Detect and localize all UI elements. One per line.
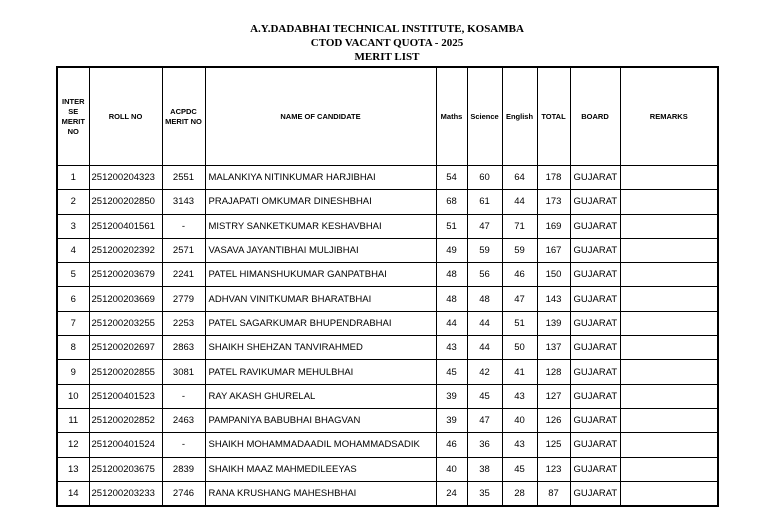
col-header-science: Science	[467, 67, 502, 166]
cell-sr: 4	[57, 238, 89, 262]
cell-board: GUJARAT	[570, 360, 620, 384]
cell-english: 41	[502, 360, 537, 384]
cell-maths: 49	[436, 238, 467, 262]
col-header-english: English	[502, 67, 537, 166]
cell-board: GUJARAT	[570, 384, 620, 408]
merit-table	[56, 66, 719, 507]
table-row	[57, 214, 718, 238]
cell-english: 28	[502, 481, 537, 506]
cell-science: 35	[467, 481, 502, 506]
cell-name: PATEL HIMANSHUKUMAR GANPATBHAI	[205, 263, 436, 287]
institute-title: A.Y.DADABHAI TECHNICAL INSTITUTE, KOSAMBA	[250, 23, 524, 35]
col-header-name: NAME OF CANDIDATE	[205, 67, 436, 166]
cell-remarks	[620, 408, 718, 432]
cell-name: PATEL SAGARKUMAR BHUPENDRABHAI	[205, 311, 436, 335]
cell-total: 87	[537, 481, 570, 506]
cell-board: GUJARAT	[570, 311, 620, 335]
cell-board: GUJARAT	[570, 166, 620, 190]
cell-total: 143	[537, 287, 570, 311]
cell-sr: 6	[57, 287, 89, 311]
cell-name: MISTRY SANKETKUMAR KESHAVBHAI	[205, 214, 436, 238]
cell-total: 169	[537, 214, 570, 238]
cell-english: 45	[502, 457, 537, 481]
cell-acpdc: 3143	[162, 190, 205, 214]
cell-sr: 8	[57, 336, 89, 360]
cell-maths: 39	[436, 408, 467, 432]
cell-total: 128	[537, 360, 570, 384]
table-row	[57, 336, 718, 360]
table-row	[57, 433, 718, 457]
cell-maths: 43	[436, 336, 467, 360]
cell-acpdc: 2839	[162, 457, 205, 481]
col-header-maths: Maths	[436, 67, 467, 166]
cell-maths: 54	[436, 166, 467, 190]
cell-acpdc: -	[162, 433, 205, 457]
cell-science: 61	[467, 190, 502, 214]
cell-science: 44	[467, 336, 502, 360]
cell-english: 40	[502, 408, 537, 432]
cell-remarks	[620, 360, 718, 384]
cell-sr: 7	[57, 311, 89, 335]
cell-science: 56	[467, 263, 502, 287]
cell-total: 125	[537, 433, 570, 457]
cell-roll: 251200204323	[89, 166, 162, 190]
cell-sr: 12	[57, 433, 89, 457]
cell-maths: 51	[436, 214, 467, 238]
cell-remarks	[620, 384, 718, 408]
merit-list-title: MERIT LIST	[354, 51, 420, 63]
cell-roll: 251200203233	[89, 481, 162, 506]
cell-remarks	[620, 336, 718, 360]
cell-name: VASAVA JAYANTIBHAI MULJIBHAI	[205, 238, 436, 262]
cell-english: 51	[502, 311, 537, 335]
cell-board: GUJARAT	[570, 238, 620, 262]
cell-roll: 251200202852	[89, 408, 162, 432]
cell-name: RANA KRUSHANG MAHESHBHAI	[205, 481, 436, 506]
cell-sr: 1	[57, 166, 89, 190]
cell-roll: 251200401523	[89, 384, 162, 408]
cell-sr: 14	[57, 481, 89, 506]
cell-maths: 48	[436, 263, 467, 287]
cell-name: RAY AKASH GHURELAL	[205, 384, 436, 408]
cell-english: 64	[502, 166, 537, 190]
cell-name: SHAIKH MAAZ MAHMEDILEEYAS	[205, 457, 436, 481]
cell-name: PRAJAPATI OMKUMAR DINESHBHAI	[205, 190, 436, 214]
cell-science: 60	[467, 166, 502, 190]
cell-total: 123	[537, 457, 570, 481]
cell-science: 59	[467, 238, 502, 262]
cell-english: 71	[502, 214, 537, 238]
cell-sr: 13	[57, 457, 89, 481]
cell-total: 178	[537, 166, 570, 190]
cell-board: GUJARAT	[570, 287, 620, 311]
col-header-roll-no: ROLL NO	[89, 67, 162, 166]
cell-english: 43	[502, 433, 537, 457]
cell-maths: 68	[436, 190, 467, 214]
cell-remarks	[620, 166, 718, 190]
cell-acpdc: 2551	[162, 166, 205, 190]
cell-board: GUJARAT	[570, 263, 620, 287]
cell-science: 45	[467, 384, 502, 408]
cell-board: GUJARAT	[570, 433, 620, 457]
cell-total: 173	[537, 190, 570, 214]
table-row	[57, 190, 718, 214]
cell-english: 50	[502, 336, 537, 360]
cell-roll: 251200203675	[89, 457, 162, 481]
cell-maths: 45	[436, 360, 467, 384]
cell-acpdc: 2746	[162, 481, 205, 506]
col-header-inter-se: INTER SE MERIT NO	[57, 67, 89, 166]
table-row	[57, 408, 718, 432]
cell-total: 126	[537, 408, 570, 432]
cell-acpdc: 2779	[162, 287, 205, 311]
table-row	[57, 287, 718, 311]
cell-english: 59	[502, 238, 537, 262]
cell-board: GUJARAT	[570, 481, 620, 506]
cell-roll: 251200401561	[89, 214, 162, 238]
cell-sr: 11	[57, 408, 89, 432]
cell-board: GUJARAT	[570, 190, 620, 214]
cell-remarks	[620, 457, 718, 481]
cell-maths: 40	[436, 457, 467, 481]
cell-english: 47	[502, 287, 537, 311]
table-row	[57, 166, 718, 190]
cell-maths: 39	[436, 384, 467, 408]
cell-science: 47	[467, 408, 502, 432]
cell-name: PATEL RAVIKUMAR MEHULBHAI	[205, 360, 436, 384]
cell-english: 44	[502, 190, 537, 214]
cell-sr: 3	[57, 214, 89, 238]
table-row	[57, 384, 718, 408]
cell-roll: 251200202697	[89, 336, 162, 360]
cell-roll: 251200203669	[89, 287, 162, 311]
cell-science: 38	[467, 457, 502, 481]
cell-english: 46	[502, 263, 537, 287]
cell-science: 44	[467, 311, 502, 335]
cell-board: GUJARAT	[570, 457, 620, 481]
cell-sr: 5	[57, 263, 89, 287]
cell-roll: 251200202392	[89, 238, 162, 262]
cell-name: ADHVAN VINITKUMAR BHARATBHAI	[205, 287, 436, 311]
cell-acpdc: 2253	[162, 311, 205, 335]
cell-sr: 9	[57, 360, 89, 384]
cell-english: 43	[502, 384, 537, 408]
cell-acpdc: 2463	[162, 408, 205, 432]
cell-maths: 44	[436, 311, 467, 335]
cell-acpdc: -	[162, 384, 205, 408]
cell-remarks	[620, 263, 718, 287]
col-header-remarks: REMARKS	[620, 67, 718, 166]
cell-science: 42	[467, 360, 502, 384]
cell-acpdc: 3081	[162, 360, 205, 384]
cell-total: 137	[537, 336, 570, 360]
table-row	[57, 311, 718, 335]
cell-science: 48	[467, 287, 502, 311]
table-row	[57, 263, 718, 287]
cell-maths: 24	[436, 481, 467, 506]
cell-remarks	[620, 287, 718, 311]
quota-title: CTOD VACANT QUOTA - 2025	[310, 37, 464, 49]
cell-science: 47	[467, 214, 502, 238]
cell-total: 150	[537, 263, 570, 287]
cell-remarks	[620, 311, 718, 335]
table-header-row	[57, 67, 718, 166]
cell-acpdc: 2863	[162, 336, 205, 360]
cell-roll: 251200202850	[89, 190, 162, 214]
cell-roll: 251200202855	[89, 360, 162, 384]
table-row	[57, 457, 718, 481]
cell-total: 139	[537, 311, 570, 335]
col-header-acpdc: ACPDC MERIT NO	[162, 67, 205, 166]
cell-science: 36	[467, 433, 502, 457]
cell-board: GUJARAT	[570, 214, 620, 238]
cell-total: 167	[537, 238, 570, 262]
cell-roll: 251200203679	[89, 263, 162, 287]
cell-name: SHAIKH MOHAMMADAADIL MOHAMMADSADIK	[205, 433, 436, 457]
cell-total: 127	[537, 384, 570, 408]
cell-name: PAMPANIYA BABUBHAI BHAGVAN	[205, 408, 436, 432]
cell-remarks	[620, 433, 718, 457]
col-header-total: TOTAL	[537, 67, 570, 166]
cell-roll: 251200203255	[89, 311, 162, 335]
cell-acpdc: 2241	[162, 263, 205, 287]
cell-roll: 251200401524	[89, 433, 162, 457]
table-row	[57, 238, 718, 262]
cell-remarks	[620, 481, 718, 506]
cell-name: SHAIKH SHEHZAN TANVIRAHMED	[205, 336, 436, 360]
cell-sr: 2	[57, 190, 89, 214]
cell-sr: 10	[57, 384, 89, 408]
col-header-board: BOARD	[570, 67, 620, 166]
cell-board: GUJARAT	[570, 408, 620, 432]
cell-remarks	[620, 190, 718, 214]
cell-name: MALANKIYA NITINKUMAR HARJIBHAI	[205, 166, 436, 190]
cell-board: GUJARAT	[570, 336, 620, 360]
cell-acpdc: -	[162, 214, 205, 238]
cell-remarks	[620, 214, 718, 238]
cell-maths: 48	[436, 287, 467, 311]
table-row	[57, 481, 718, 506]
cell-maths: 46	[436, 433, 467, 457]
table-row	[57, 360, 718, 384]
cell-acpdc: 2571	[162, 238, 205, 262]
cell-remarks	[620, 238, 718, 262]
